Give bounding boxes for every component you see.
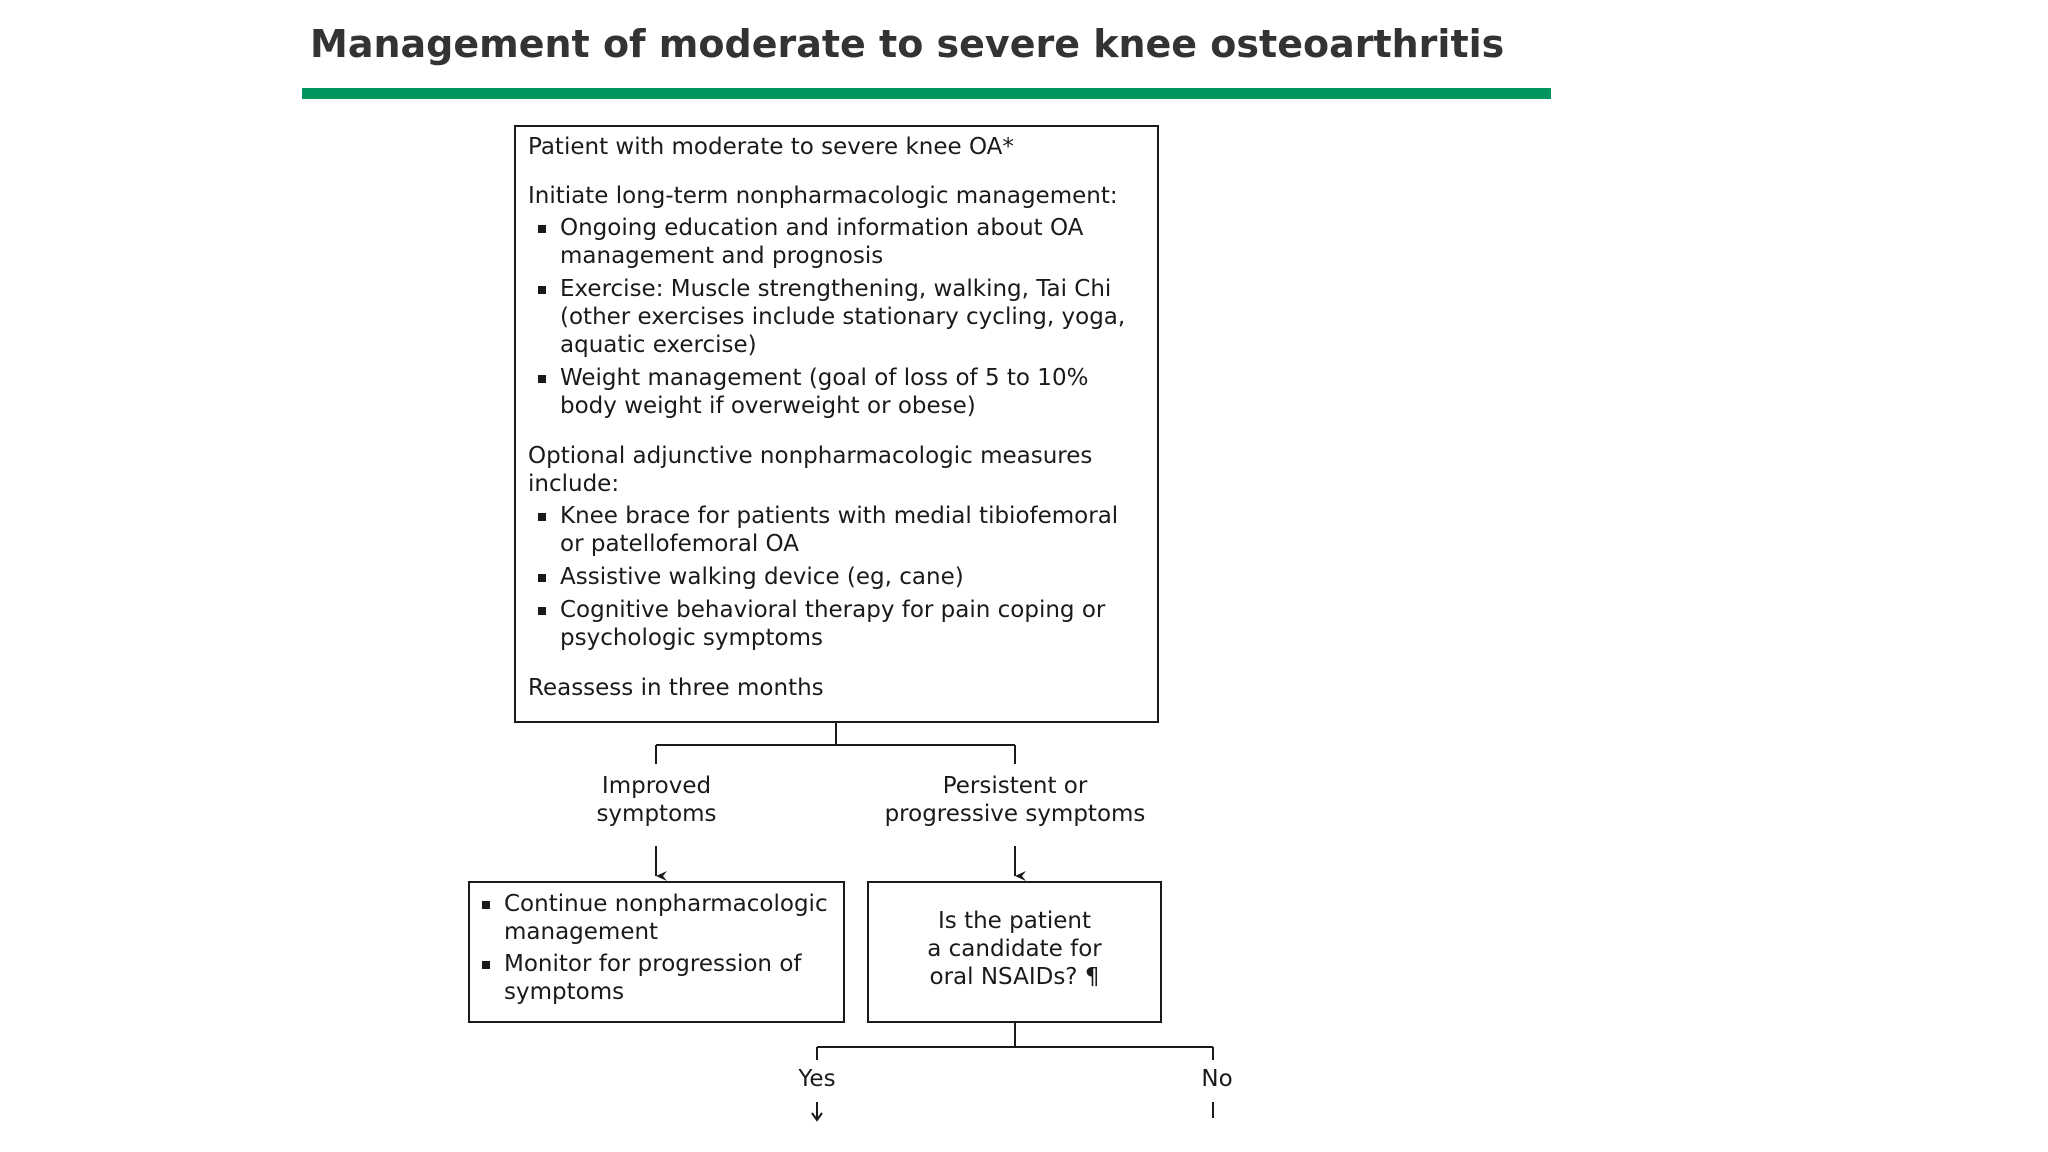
improved-label: Improved symptoms <box>596 773 717 827</box>
page-title: Management of moderate to severe knee osteoarthritis <box>310 22 1505 66</box>
list-item: Assistive walking device (eg, cane) <box>538 563 1147 591</box>
patient-heading: Patient with moderate to severe knee OA* <box>528 134 1014 160</box>
list-item: Ongoing education and information about OA management and prognosis <box>538 214 1147 270</box>
list-item: Weight management (goal of loss of 5 to 10% body weight if overweight or obese) <box>538 364 1147 420</box>
no-label: No <box>1201 1066 1233 1092</box>
list-item: Cognitive behavioral therapy for pain coping or psychologic symptoms <box>538 596 1147 652</box>
list-item: Monitor for progression of symptoms <box>482 950 835 1006</box>
list-item: Continue nonpharmacologic management <box>482 890 835 946</box>
list-item: Exercise: Muscle strengthening, walking, Tai Chi (other exercises include stationary cycling, yoga, aquatic exercise) <box>538 275 1147 359</box>
persistent-label: Persistent or progressive symptoms <box>884 773 1146 827</box>
reassess-text: Reassess in three months <box>528 675 824 701</box>
adjunctive-heading: Optional adjunctive nonpharmacologic measures include: <box>528 443 1093 497</box>
nonpharm-heading: Initiate long-term nonpharmacologic management: <box>528 183 1118 209</box>
list-item: Knee brace for patients with medial tibiofemoral or patellofemoral OA <box>538 502 1147 558</box>
yes-label: Yes <box>798 1066 836 1092</box>
nsaid-candidate-box: Is the patient a candidate for oral NSAIDs? ¶ <box>867 881 1162 1023</box>
